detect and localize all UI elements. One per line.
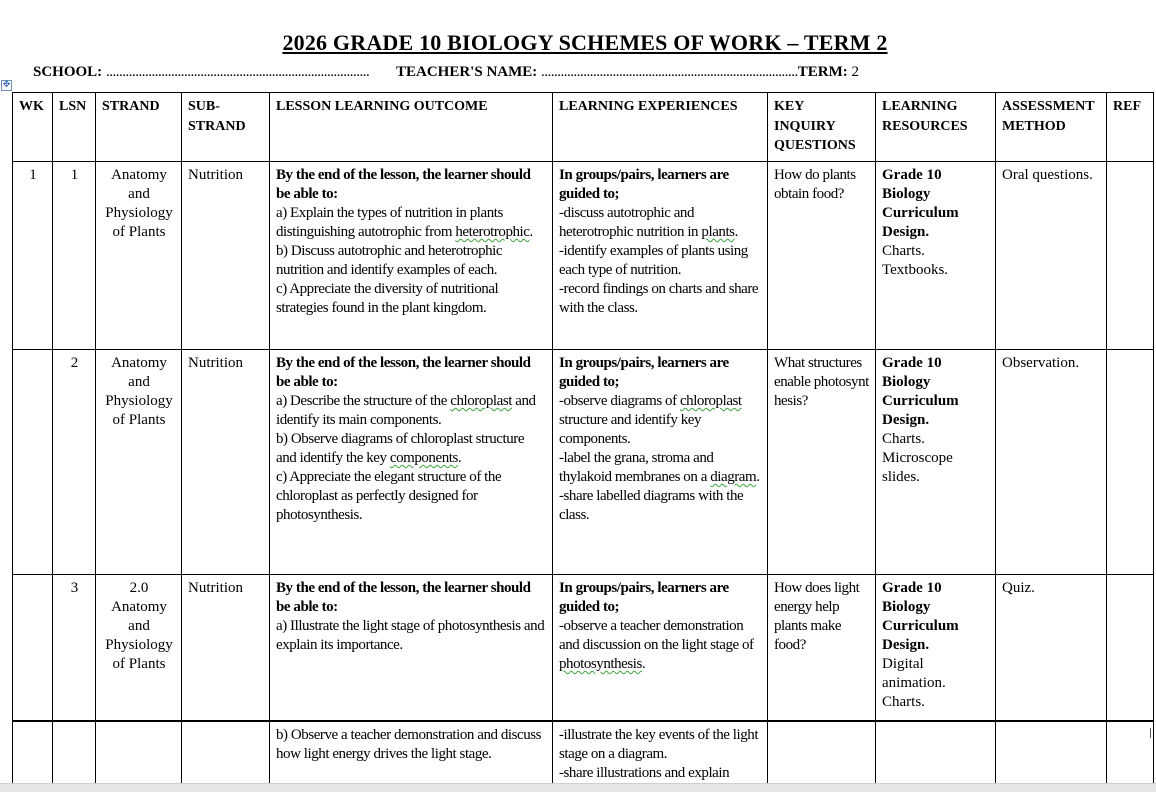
table-move-handle-icon[interactable]: ✥ xyxy=(2,80,11,90)
term-label: TERM: xyxy=(797,64,848,80)
table-row xyxy=(13,350,1154,575)
cell-lsn[interactable]: 3 xyxy=(53,575,96,722)
cell-outcome[interactable]: By the end of the lesson, the learner should be able to: a) Illustrate the light stage of photosynthesis and explain its importance. xyxy=(270,575,553,722)
cell-ref[interactable] xyxy=(1107,575,1154,722)
cell-ref[interactable] xyxy=(1107,350,1154,575)
header-experiences: LEARNING EXPERIENCES xyxy=(553,93,768,162)
cell-lsn[interactable] xyxy=(53,721,96,789)
cell-experiences[interactable]: In groups/pairs, learners are guided to; -observe a teacher demonstration and discussion on the light stage of photosynthesis. xyxy=(553,575,768,722)
cell-assessment[interactable]: Observation. xyxy=(996,350,1107,575)
cell-strand[interactable]: Anatomy and Physiology of Plants xyxy=(96,350,182,575)
row-end-marker xyxy=(1150,728,1151,738)
table-row xyxy=(13,575,1154,722)
cell-strand[interactable] xyxy=(96,721,182,789)
cell-outcome[interactable]: By the end of the lesson, the learner should be able to: a) Explain the types of nutrition in plants distinguishing autotrophic from heterotrophic. b) Discuss autotrophic and heterotrophic nutrition and identify examples of each. c) Appreciate the diversity of nutritional strategies found in the plant kingdom. xyxy=(270,162,553,350)
header-lsn: LSN xyxy=(53,93,96,162)
header-strand: STRAND xyxy=(96,93,182,162)
cell-key-question[interactable]: How does light energy help plants make food? xyxy=(768,575,876,722)
teacher-label: TEACHER'S NAME: xyxy=(396,64,538,80)
header-wk: WK xyxy=(13,93,53,162)
cell-key-question[interactable]: How do plants obtain food? xyxy=(768,162,876,350)
cell-experiences[interactable]: In groups/pairs, learners are guided to; -observe diagrams of chloroplast structure and identify key components. -label the grana, stroma and thylakoid membranes on a diagram. -share labelled diagrams with the class. xyxy=(553,350,768,575)
school-blank: ................................................................................. xyxy=(105,64,370,80)
cell-ref[interactable] xyxy=(1107,721,1154,789)
cell-resources[interactable]: Grade 10 Biology Curriculum Design. Charts. Microscope slides. xyxy=(876,350,996,575)
header-outcome: LESSON LEARNING OUTCOME xyxy=(270,93,553,162)
cell-resources[interactable] xyxy=(876,721,996,789)
cell-sub-strand[interactable]: Nutrition xyxy=(182,575,270,722)
cell-sub-strand[interactable] xyxy=(182,721,270,789)
term-value: 2 xyxy=(851,64,860,80)
cell-sub-strand[interactable]: Nutrition xyxy=(182,162,270,350)
cell-lsn[interactable]: 1 xyxy=(53,162,96,350)
horizontal-scrollbar[interactable] xyxy=(0,783,1156,792)
cell-outcome[interactable]: By the end of the lesson, the learner should be able to: a) Describe the structure of the chloroplast and identify its main components. b) Observe diagrams of chloroplast structure and identify the key components. c) Appreciate the elegant structure of the chloroplast as perfectly designed for photosynthesis. xyxy=(270,350,553,575)
cell-assessment[interactable]: Quiz. xyxy=(996,575,1107,722)
table-header-row xyxy=(13,93,1154,162)
header-ref: REF xyxy=(1107,93,1154,162)
cell-wk[interactable] xyxy=(13,350,53,575)
cell-wk[interactable] xyxy=(13,575,53,722)
cell-sub-strand[interactable]: Nutrition xyxy=(182,350,270,575)
cell-experiences[interactable]: -illustrate the key events of the light stage on a diagram. -share illustrations and explain xyxy=(553,721,768,789)
header-key-questions: KEY INQUIRY QUESTIONS xyxy=(768,93,876,162)
cell-wk[interactable] xyxy=(13,721,53,789)
cell-strand[interactable]: 2.0 Anatomy and Physiology of Plants xyxy=(96,575,182,722)
cell-outcome[interactable]: b) Observe a teacher demonstration and discuss how light energy drives the light stage. xyxy=(270,721,553,789)
cell-key-question[interactable]: What structures enable photosynthesis? xyxy=(768,350,876,575)
school-field[interactable] xyxy=(33,64,369,81)
teacher-blank: ............................................................................... xyxy=(541,64,798,80)
header-assessment: ASSESSMENT METHOD xyxy=(996,93,1107,162)
cell-resources[interactable]: Grade 10 Biology Curriculum Design. Charts. Textbooks. xyxy=(876,162,996,350)
header-sub-strand: SUB- STRAND xyxy=(182,93,270,162)
table-row xyxy=(13,162,1154,350)
cell-wk[interactable]: 1 xyxy=(13,162,53,350)
cell-ref[interactable] xyxy=(1107,162,1154,350)
school-label: SCHOOL: xyxy=(33,64,103,80)
cell-resources[interactable]: Grade 10 Biology Curriculum Design. Digital animation. Charts. xyxy=(876,575,996,722)
cell-assessment[interactable]: Oral questions. xyxy=(996,162,1107,350)
cell-strand[interactable]: Anatomy and Physiology of Plants xyxy=(96,162,182,350)
table-row xyxy=(13,721,1154,789)
cell-key-question[interactable] xyxy=(768,721,876,789)
teacher-field[interactable] xyxy=(396,64,859,81)
header-resources: LEARNING RESOURCES xyxy=(876,93,996,162)
document-title: 2026 GRADE 10 BIOLOGY SCHEMES OF WORK – TERM 2 xyxy=(282,30,888,55)
scheme-table xyxy=(12,92,1154,789)
cell-experiences[interactable]: In groups/pairs, learners are guided to; -discuss autotrophic and heterotrophic nutrition in plants. -identify examples of plants using each type of nutrition. -record findings on charts and share with the class. xyxy=(553,162,768,350)
cell-lsn[interactable]: 2 xyxy=(53,350,96,575)
cell-assessment[interactable] xyxy=(996,721,1107,789)
